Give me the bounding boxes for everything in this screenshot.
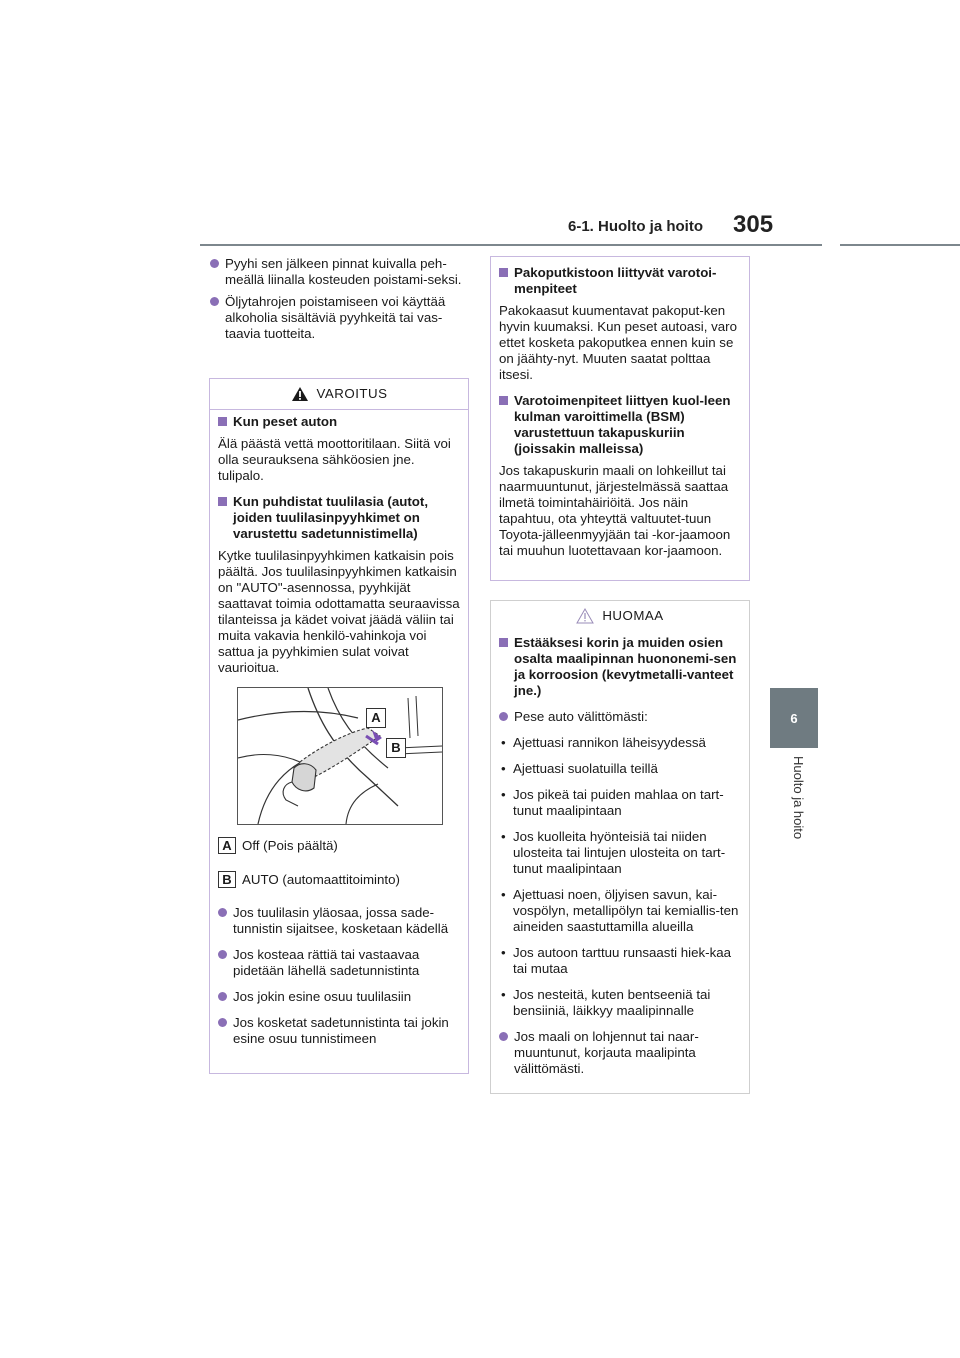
legend-b-text: AUTO (automaattitoiminto) [242, 871, 400, 887]
header-rule [200, 244, 822, 246]
warning-text-2: Kytke tuulilasinpyyhkimen katkaisin pois päältä. Jos tuulilasinpyyhkimen katkaisin on "AUTO"-asennossa, pyyhkijät saattavat toimia odottamatta seuraavissa tilanteissa ja kädet voivat jäädä väliin tai muita vakavia henkilö-vahinkoja voi sattua ja pyyhkimien sulat voivat vaurioitua. [218, 548, 460, 675]
notice-item-3: • Jos pikeä tai puiden mahlaa on tart-tunut maalipintaan [499, 787, 741, 819]
exhaust-heading: Pakoputkistoon liittyvät varotoi-menpiteet [499, 265, 741, 297]
legend-a-text: Off (Pois päältä) [242, 837, 338, 853]
notice-heading: Estääksesi korin ja muiden osien osalta maalipinnan huononemi-sen ja korroosion (kevytmetalli-vanteet jne.) [499, 635, 741, 699]
bsm-text: Jos takapuskurin maali on lohkeillut tai naarmuuntunut, järjestelmässä saattaa ilmetä toimintahäiriöitä. Jos näin tapahtuu, ota yhteyttä valtuutet-tuun Toyota-jälleenmyyjään tai -kor-jaamoon tai muuhun luotettavaan kor-jaamoon. [499, 463, 731, 558]
intro-bullet-2: Öljytahrojen poistamiseen voi käyttää alkoholia sisältäviä pyyhkeitä tai vas-taavia tuotteita. [210, 294, 472, 342]
notice-box [490, 600, 750, 1094]
notice-triangle-icon [576, 608, 594, 624]
warning-text-1: Älä päästä vettä moottoritilaan. Siitä voi olla seurauksena sähköosien jne. tulipalo. [218, 436, 451, 483]
notice-item-4: • Jos kuolleita hyönteisiä tai niiden ulosteita tai lintujen ulosteita on tart-tunut maalipintaan [499, 829, 741, 877]
chapter-side-text: Huolto ja hoito [791, 756, 806, 840]
chapter-tab: 6 [770, 688, 818, 748]
header-rule-right [840, 244, 960, 246]
chapter-side-label [778, 752, 810, 872]
notice-item-7: • Jos nesteitä, kuten bentseeniä tai bensiiniä, läikkyy maalipinnalle [499, 987, 741, 1019]
figure-label-a: A [366, 708, 386, 728]
notice-item-1: • Ajettuasi rannikon läheisyydessä [499, 735, 741, 751]
legend-b-badge: B [218, 871, 236, 888]
legend-a [218, 837, 462, 854]
warning-title: VAROITUS [316, 386, 388, 401]
warning-bullet-3: Jos jokin esine osuu tuulilasiin [218, 989, 462, 1005]
wiper-switch-figure [237, 687, 443, 825]
warning-continued-box [490, 256, 750, 581]
notice-title: HUOMAA [602, 608, 664, 623]
warning-bullet-2: Jos kosteaa rättiä tai vastaavaa pidetään lähellä sadetunnistinta [218, 947, 462, 979]
notice-bullet-2: Jos maali on lohjennut tai naar-muuntunut, korjauta maalipinta välittömästi. [499, 1029, 741, 1077]
notice-bullet-1: Pese auto välittömästi: [499, 709, 741, 725]
notice-header [491, 601, 749, 631]
section-title: 6-1. Huolto ja hoito [568, 218, 703, 235]
exhaust-text: Pakokaasut kuumentavat pakoput-ken hyvin kuumaksi. Kun peset autoasi, varo ettet kosketa pakoputkea ennen kuin se on jäähty-nyt. Muuten saatat polttaa itsesi. [499, 303, 737, 382]
warning-heading-2: Kun puhdistat tuulilasia (autot, joiden tuulilasinpyyhkimet on varustettu sadetunnistimella) [218, 494, 460, 542]
warning-triangle-icon [291, 386, 309, 402]
notice-item-2: • Ajettuasi suolatuilla teillä [499, 761, 741, 777]
intro-bullets [210, 256, 472, 342]
warning-heading-1: Kun peset auton [218, 414, 460, 430]
intro-bullet-1: Pyyhi sen jälkeen pinnat kuivalla peh-meällä liinalla kosteuden poistami-seksi. [210, 256, 472, 288]
warning-bullet-1: Jos tuulilasin yläosaa, jossa sade-tunnistin sijaitsee, kosketaan kädellä [218, 905, 462, 937]
steering-column-illustration [238, 688, 442, 824]
figure-label-b: B [386, 738, 406, 758]
legend-a-badge: A [218, 837, 236, 854]
legend-b [218, 871, 462, 888]
page-number: 305 [733, 211, 774, 238]
bsm-heading: Varotoimenpiteet liittyen kuol-leen kulman varoittimella (BSM) varustettuun takapuskuriin (joissakin malleissa) [499, 393, 741, 457]
warning-header [210, 379, 468, 410]
warning-box [209, 378, 469, 1074]
warning-bullet-4: Jos kosketat sadetunnistinta tai jokin esine osuu tunnistimeen [218, 1015, 462, 1047]
notice-item-5: • Ajettuasi noen, öljyisen savun, kai-vospölyn, metallipölyn tai kemiallis-ten aineiden saastuttamilla alueilla [499, 887, 741, 935]
notice-item-6: • Jos autoon tarttuu runsaasti hiek-kaa tai mutaa [499, 945, 741, 977]
